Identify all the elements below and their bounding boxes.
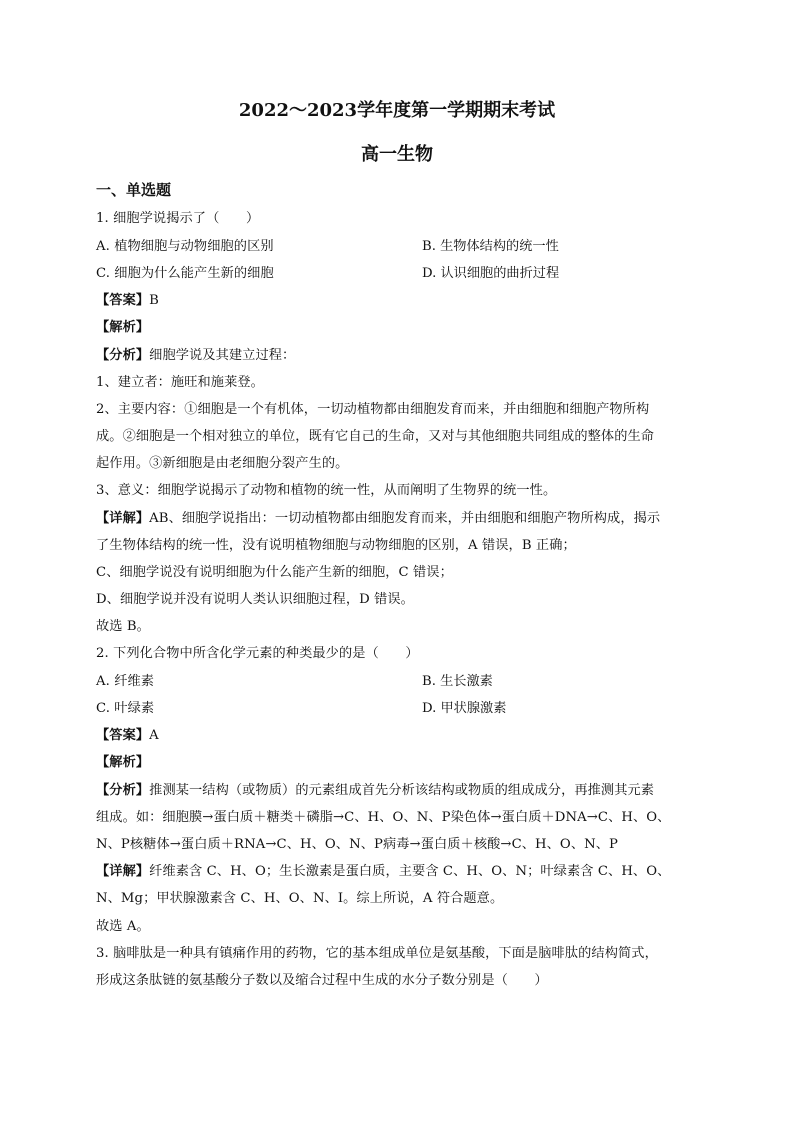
q1-xiangjie-3: C、细胞学说没有说明细胞为什么能产生新的细胞，C 错误； <box>96 565 453 580</box>
q2-stem: 2. 下列化合物中所含化学元素的种类最少的是（ ） <box>96 646 419 661</box>
exam-subject: 高一生物 <box>361 144 433 165</box>
answer-tag: 【答案】 <box>96 728 150 743</box>
q1-option-d: D. 认识细胞的曲折过程 <box>422 266 560 281</box>
q2-conclusion: 故选 A。 <box>96 919 150 934</box>
xiangjie-tag: 【详解】 <box>96 864 150 879</box>
q1-point-3: 3、意义：细胞学说揭示了动物和植物的统一性，从而阐明了生物界的统一性。 <box>96 483 557 498</box>
q1-option-a: A. 植物细胞与动物细胞的区别 <box>96 239 274 254</box>
q1-point-2a: 2、主要内容：①细胞是一个有机体，一切动植物都由细胞发育而来，并由细胞和细胞产物所构 <box>96 402 650 417</box>
fenxi-tag: 【分析】 <box>96 783 150 798</box>
q1-option-b: B. 生物体结构的统一性 <box>422 239 559 254</box>
q1-analysis-tag <box>96 319 700 337</box>
q1-answer <box>96 292 700 310</box>
analysis-tag: 【解析】 <box>96 320 150 335</box>
q2-xiangjie-1 <box>96 863 700 881</box>
answer-value: A <box>149 728 159 743</box>
q2-option-b: B. 生长激素 <box>422 674 493 689</box>
q1-xiangjie-4: D、细胞学说并没有说明人类认识细胞过程，D 错误。 <box>96 592 414 607</box>
q1-xiangjie-2: 了生物体结构的统一性，没有说明植物细胞与动物细胞的区别，A 错误，B 正确； <box>96 538 576 553</box>
q1-point-2c: 起作用。③新细胞是由老细胞分裂产生的。 <box>96 456 349 471</box>
fenxi-text: 细胞学说及其建立过程： <box>149 348 296 363</box>
answer-tag: 【答案】 <box>96 293 150 308</box>
xiangjie-text: AB、细胞学说指出：一切动植物都由细胞发育而来，并由细胞和细胞产物所构成，揭示 <box>149 511 661 526</box>
q1-conclusion: 故选 B。 <box>96 619 150 634</box>
q1-fenxi <box>96 347 700 365</box>
q1-xiangjie-1 <box>96 510 700 528</box>
exam-title: 2022～2023学年度第一学期期末考试 <box>238 100 556 121</box>
q2-xiangjie-2: N、Mg；甲状腺激素含 C、H、O、N、I。综上所说，A 符合题意。 <box>96 891 504 906</box>
q2-fenxi-3: N、P核糖体→蛋白质＋RNA→C、H、O、N、P病毒→蛋白质＋核酸→C、H、O、N、P <box>96 837 619 852</box>
q2-option-d: D. 甲状腺激素 <box>422 701 507 716</box>
xiangjie-tag: 【详解】 <box>96 511 150 526</box>
q2-analysis-tag <box>96 754 700 772</box>
q3-stem-2: 形成这条肽链的氨基酸分子数以及缩合过程中生成的水分子数分别是（ ） <box>96 973 548 988</box>
q1-point-1: 1、建立者：施旺和施莱登。 <box>96 375 264 390</box>
fenxi-tag: 【分析】 <box>96 348 150 363</box>
fenxi-text: 推测某一结构（或物质）的元素组成首先分析该结构或物质的组成成分，再推测其元素 <box>149 783 655 798</box>
analysis-tag: 【解析】 <box>96 755 150 770</box>
q1-stem: 1. 细胞学说揭示了（ ） <box>96 211 260 226</box>
q3-stem-1: 3. 脑啡肽是一种具有镇痛作用的药物，它的基本组成单位是氨基酸，下面是脑啡肽的结构简式， <box>96 946 658 961</box>
q2-option-c: C. 叶绿素 <box>96 701 155 716</box>
q2-fenxi-1 <box>96 782 700 800</box>
xiangjie-text: 纤维素含 C、H、O；生长激素是蛋白质，主要含 C、H、O、N；叶绿素含 C、H、O、 <box>149 864 671 879</box>
q2-answer <box>96 727 700 745</box>
section-heading: 一、单选题 <box>96 181 172 199</box>
q2-option-a: A. 纤维素 <box>96 674 155 689</box>
q1-option-c: C. 细胞为什么能产生新的细胞 <box>96 266 274 281</box>
answer-value: B <box>149 293 159 308</box>
q1-point-2b: 成。②细胞是一个相对独立的单位，既有它自己的生命，又对与其他细胞共同组成的整体的生命 <box>96 429 655 444</box>
q2-fenxi-2: 组成。如：细胞膜→蛋白质＋糖类＋磷脂→C、H、O、N、P染色体→蛋白质＋DNA→C、H、O、 <box>96 810 671 825</box>
